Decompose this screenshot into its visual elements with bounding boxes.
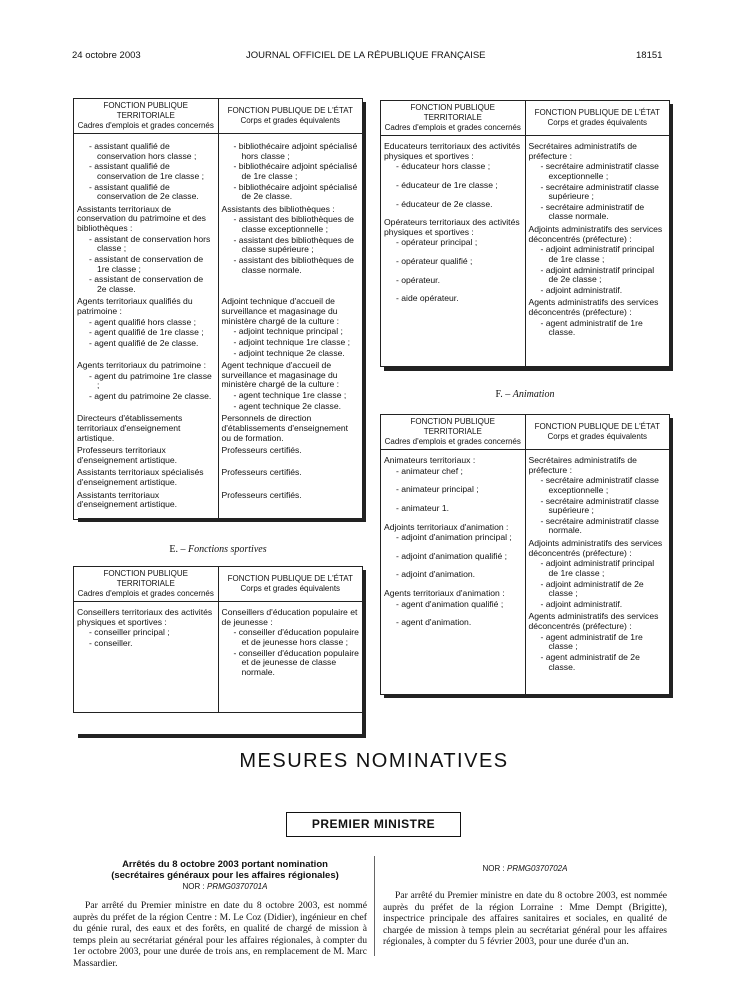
ministry-heading: PREMIER MINISTRE	[286, 812, 461, 837]
cell-etat	[218, 296, 363, 360]
grade-item: - conseiller principal ;	[89, 627, 170, 638]
header-etat: FONCTION PUBLIQUE DE L'ÉTAT Corps et grades équivalents	[525, 101, 670, 136]
cell-etat	[218, 602, 363, 713]
article-1-title: Arrêtés du 8 octobre 2003 portant nomination (secrétaires généraux pour les affaires régionales) NOR : PRMG0370701A	[80, 860, 370, 891]
cadre-heading: Agents territoriaux du patrimoine :	[77, 360, 206, 371]
cell-etat	[218, 467, 363, 489]
grade-item: - assistant de conservation de 2e classe.	[89, 274, 204, 294]
grade-item: - animateur chef ;	[396, 465, 463, 476]
cadre-heading: Professeurs certifiés.	[221, 445, 302, 456]
header-etat: FONCTION PUBLIQUE DE L'ÉTAT Corps et grades équivalents	[218, 99, 363, 134]
grade-item: - conseiller.	[89, 637, 133, 648]
grade-item: - bibliothécaire adjoint spécialisé de 1re classe ;	[233, 161, 358, 181]
grade-item: - secrétaire administratif de classe normale.	[540, 201, 645, 222]
cadre-heading: Professeurs territoriaux d'enseignement artistique.	[77, 445, 178, 465]
grade-item: - adjoint administratif de 2e classe ;	[540, 578, 644, 599]
cadre-heading: Adjoints territoriaux d'animation :	[384, 521, 509, 532]
grade-item: - conseiller d'éducation populaire et de jeunesse de classe normale.	[233, 647, 359, 677]
cell-etat	[525, 450, 670, 695]
cadre-heading: Educateurs territoriaux des activités physiques et sportives :	[384, 141, 521, 161]
cadre-heading: Adjoints administratifs des services déconcentrés (préfecture) :	[528, 538, 663, 558]
grade-item: - opérateur principal ;	[396, 237, 478, 248]
grade-item: - animateur principal ;	[396, 484, 479, 495]
equivalence-table-e	[73, 566, 363, 713]
article-1-text: Par arrêté du Premier ministre en date du 8 octobre 2003, est nommé auprès du préfet de la région Centre : M. Le Coz (Didier), ingénieur en chef du génie rural, des eaux et des forêts, en qualité de chargé de mission à temps plein au secrétariat général pour les affaires régionales, à compter du 1er octobre 2003, pour une durée de trois ans, en remplacement de M. Marc Massardier.	[73, 900, 367, 969]
grade-item: - agent administratif de 1re classe ;	[540, 631, 643, 652]
cadre-heading: Secrétaires administratifs de préfecture :	[528, 455, 637, 475]
cadre-heading: Agents territoriaux qualifiés du patrimoine :	[77, 296, 193, 316]
table-row	[74, 360, 363, 413]
grade-item: - adjoint technique principal ;	[233, 326, 343, 337]
cell-etat	[525, 136, 670, 367]
grade-item: - agent administratif de 2e classe.	[540, 651, 640, 672]
grade-item: - agent technique 1re classe ;	[233, 390, 347, 400]
table-row	[74, 445, 363, 467]
table-row	[74, 467, 363, 489]
header-territorial: FONCTION PUBLIQUE TERRITORIALE Cadres d'emplois et grades concernés	[74, 99, 219, 134]
cadre-heading: Agents administratifs des services déconcentrés (préfecture) :	[528, 611, 659, 631]
grade-item: - éducateur hors classe ;	[396, 161, 491, 172]
article-1-nor: NOR : PRMG0370701A	[182, 881, 268, 891]
grade-item: - assistant qualifié de conservation hors classe ;	[89, 141, 197, 161]
table-row	[74, 134, 363, 204]
cadre-heading: Animateurs territoriaux :	[384, 455, 476, 465]
grade-item: - éducateur de 1re classe ;	[396, 179, 498, 190]
grade-item: - adjoint administratif principal de 2e classe ;	[540, 264, 655, 285]
cadre-heading: Agents administratifs des services déconcentrés (préfecture) :	[528, 297, 659, 317]
equivalence-table-1	[73, 98, 363, 520]
article-2-text: Par arrêté du Premier ministre en date du 8 octobre 2003, est nommée auprès du préfet de la région Lorraine : Mme Dempt (Brigitte), inspectrice principale des affaires sanitaires et sociales, en qualité de chargée de mission à temps plein au secrétariat général pour les affaires régionales, à compter du 5 février 2003, pour une durée d'un an.	[383, 890, 667, 947]
grade-item: - assistant de conservation de 1re classe ;	[89, 253, 204, 274]
cadre-heading: Secrétaires administratifs de préfecture :	[528, 141, 637, 161]
cell-territorial	[74, 360, 219, 413]
grade-item: - aide opérateur.	[396, 293, 459, 304]
section-e-title: E. – Fonctions sportives	[169, 544, 267, 555]
cell-etat	[218, 490, 363, 520]
cadre-heading: Directeurs d'établissements territoriaux d'enseignement artistique.	[77, 413, 183, 443]
grade-item: - opérateur qualifié ;	[396, 256, 473, 266]
equivalence-table-f	[380, 414, 670, 695]
header-journal-title: JOURNAL OFFICIEL DE LA RÉPUBLIQUE FRANÇAISE	[246, 50, 486, 61]
grade-item: - adjoint technique 2e classe.	[233, 347, 345, 358]
grade-item: - conseiller d'éducation populaire et de jeunesse hors classe ;	[233, 627, 359, 647]
cadre-heading: Adjoint technique d'accueil de surveillance et magasinage du ministère chargé de la culture :	[221, 296, 340, 326]
grade-item: - assistant qualifié de conservation de 2e classe.	[89, 181, 199, 202]
grade-item: - bibliothécaire adjoint spécialisé hors classe ;	[233, 141, 358, 161]
cadre-heading: Adjoints administratifs des services déconcentrés (préfecture) :	[528, 224, 663, 244]
table-row	[74, 413, 363, 445]
grade-item: - assistant des bibliothèques de classe exceptionnelle ;	[233, 214, 354, 234]
grade-item: - adjoint administratif principal de 1re classe ;	[540, 244, 655, 264]
header-etat: FONCTION PUBLIQUE DE L'ÉTAT Corps et grades équivalents	[525, 415, 670, 450]
section-heading-mesures: MESURES NOMINATIVES	[239, 750, 509, 772]
grade-item: - agent qualifié de 1re classe ;	[89, 327, 204, 338]
cell-etat	[218, 445, 363, 467]
cadre-heading: Assistants territoriaux spécialisés d'enseignement artistique.	[77, 467, 204, 487]
grade-item: - secrétaire administratif classe supérieure ;	[540, 495, 659, 516]
cadre-heading: Conseillers territoriaux des activités physiques et sportives :	[77, 607, 213, 627]
cell-territorial	[74, 602, 219, 713]
cadre-heading: Assistants territoriaux de conservation du patrimoine et des bibliothèques :	[77, 203, 206, 233]
table-row	[74, 490, 363, 520]
cell-etat	[218, 134, 363, 204]
header-territorial: FONCTION PUBLIQUE TERRITORIALE Cadres d'emplois et grades concernés	[381, 101, 526, 136]
grade-item: - agent administratif de 1re classe.	[540, 317, 643, 338]
cell-territorial	[381, 136, 526, 367]
cadre-heading: Professeurs certifiés.	[221, 489, 302, 500]
header-date: 24 octobre 2003	[72, 50, 141, 61]
grade-item: - adjoint administratif principal de 1re classe ;	[540, 558, 655, 578]
cell-territorial	[74, 413, 219, 445]
grade-item: - agent du patrimoine 2e classe.	[89, 391, 212, 401]
cell-territorial	[381, 450, 526, 695]
cell-territorial	[74, 296, 219, 360]
grade-item: - opérateur.	[396, 274, 440, 285]
grade-item: - agent du patrimoine 1re classe ;	[89, 370, 212, 391]
table-row	[74, 204, 363, 297]
grade-item: - agent qualifié hors classe ;	[89, 316, 197, 327]
cadre-heading: Agent technique d'accueil de surveillance et magasinage du ministère chargé de la culture :	[221, 360, 340, 390]
cell-territorial	[74, 445, 219, 467]
article-2-nor: NOR : PRMG0370702A	[482, 864, 568, 873]
section-f-title: F. – Animation	[495, 389, 555, 400]
grade-item: - adjoint administratif.	[540, 284, 623, 295]
cell-territorial	[74, 204, 219, 297]
cadre-heading: Professeurs certifiés.	[221, 467, 302, 478]
grade-item: - éducateur de 2e classe.	[396, 198, 493, 209]
grade-item: - assistant des bibliothèques de classe supérieure ;	[233, 234, 354, 255]
grade-item: - agent d'animation qualifié ;	[396, 598, 504, 609]
grade-item: - bibliothécaire adjoint spécialisé de 2e classe.	[233, 181, 358, 202]
grade-item: - secrétaire administratif classe exceptionnelle ;	[540, 475, 659, 495]
table-row	[74, 296, 363, 360]
grade-item: - adjoint technique 1re classe ;	[233, 336, 351, 347]
grade-item: - assistant des bibliothèques de classe normale.	[233, 254, 354, 275]
cell-etat	[218, 204, 363, 297]
cadre-heading: Personnels de direction d'établissements d'enseignement ou de formation.	[221, 413, 349, 443]
header-page-number: 18151	[636, 50, 663, 61]
grade-item: - secrétaire administratif classe exceptionnelle ;	[540, 161, 659, 181]
grade-item: - adjoint d'animation qualifié ;	[396, 550, 508, 561]
grade-item: - adjoint d'animation principal ;	[396, 532, 512, 543]
cell-territorial	[74, 467, 219, 489]
grade-item: - animateur 1.	[396, 502, 450, 513]
header-etat: FONCTION PUBLIQUE DE L'ÉTAT Corps et grades équivalents	[218, 567, 363, 602]
cadre-heading: Assistants des bibliothèques :	[221, 203, 335, 214]
grade-item: - secrétaire administratif classe supérieure ;	[540, 181, 659, 202]
cell-territorial	[74, 134, 219, 204]
grade-item: - adjoint d'animation.	[396, 569, 476, 580]
cadre-heading: Assistants territoriaux d'enseignement artistique.	[77, 489, 178, 510]
grade-item: - agent d'animation.	[396, 617, 472, 628]
grade-item: - agent technique 2e classe.	[233, 400, 341, 411]
cadre-heading: Agents territoriaux d'animation :	[384, 588, 505, 598]
cell-territorial	[74, 490, 219, 520]
grade-item: - adjoint administratif.	[540, 598, 623, 609]
header-territorial: FONCTION PUBLIQUE TERRITORIALE Cadres d'emplois et grades concernés	[74, 567, 219, 602]
equivalence-table-2	[380, 100, 670, 367]
cell-etat	[218, 413, 363, 445]
grade-item: - assistant qualifié de conservation de 1re classe ;	[89, 161, 205, 181]
cadre-heading: Opérateurs territoriaux des activités physiques et sportives :	[384, 217, 520, 237]
header-territorial: FONCTION PUBLIQUE TERRITORIALE Cadres d'emplois et grades concernés	[381, 415, 526, 450]
cell-etat	[218, 360, 363, 413]
grade-item: - secrétaire administratif classe normale.	[540, 515, 659, 536]
grade-item: - assistant de conservation hors classe ;	[89, 233, 211, 254]
grade-item: - agent qualifié de 2e classe.	[89, 337, 199, 348]
cadre-heading: Conseillers d'éducation populaire et de jeunesse :	[221, 607, 358, 627]
